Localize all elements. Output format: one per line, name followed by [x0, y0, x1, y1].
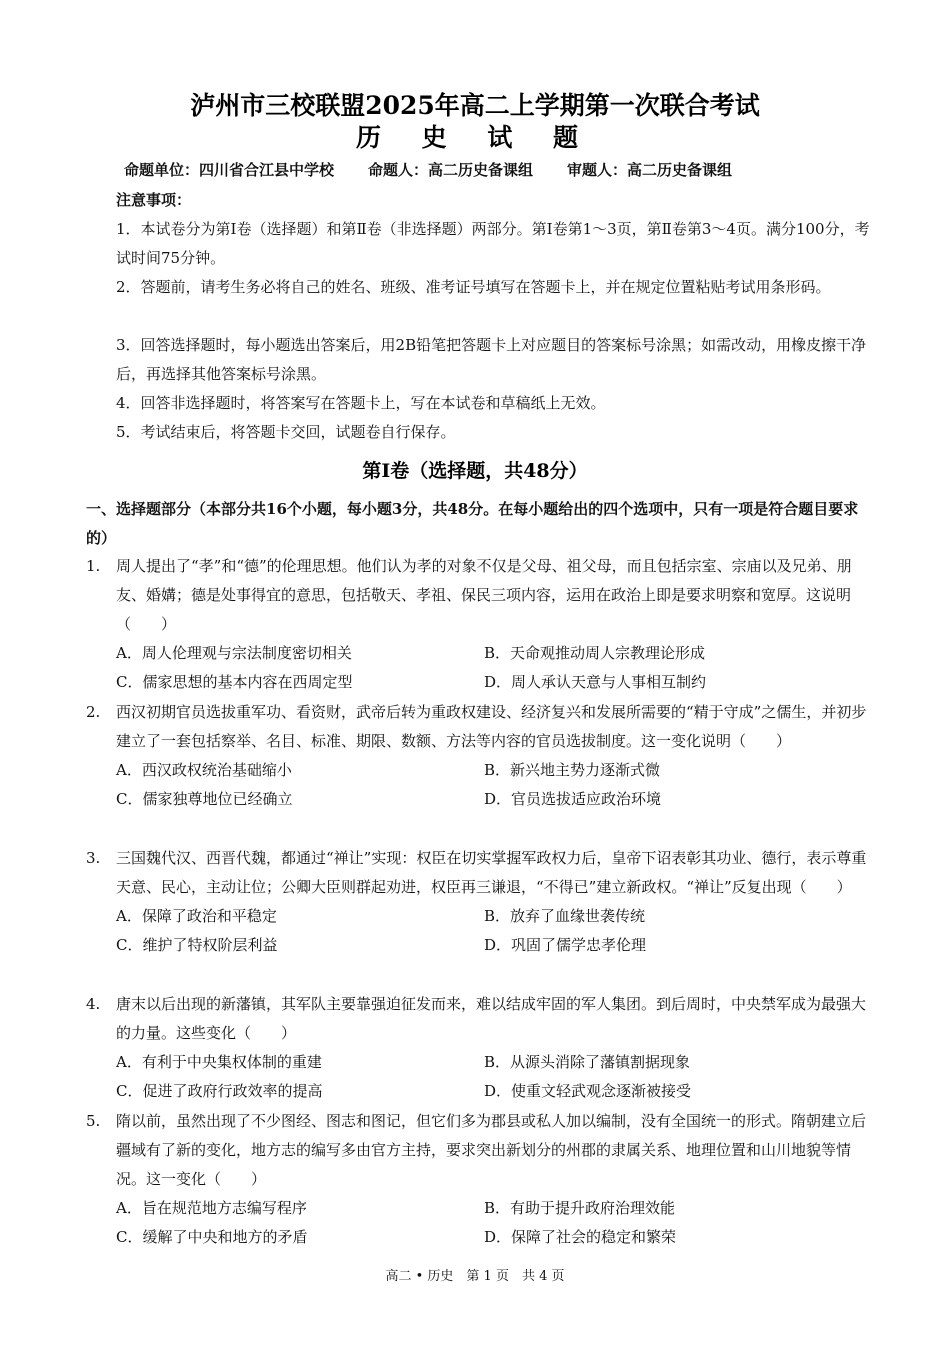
notice-item: 3．回答选择题时，每小题选出答案后，用2B铅笔把答题卡上对应题目的答案标号涂黑；如需改动，用橡皮擦干净后，再选择其他答案标号涂黑。: [116, 336, 867, 383]
question-number: 4.: [86, 995, 101, 1013]
meta-author: 命题人：高二历史备课组: [368, 161, 534, 179]
question-stem: 西汉初期官员选拔重军功、看资财，武帝后转为重政权建设、经济复兴和发展所需要的“精于守成”之儒生，并初步建立了一套包括察举、名目、标准、期限、数额、方法等内容的官员选拔制度。这一变化说明（ ）: [116, 703, 867, 750]
options: [116, 1194, 872, 1252]
notice-item: 1．本试卷分为第Ⅰ卷（选择题）和第Ⅱ卷（非选择题）两部分。第Ⅰ卷第1～3页，第Ⅱ卷第3～4页。满分100分，考试时间75分钟。: [116, 220, 870, 267]
option-c: C．缓解了中央和地方的矛盾: [116, 1228, 308, 1246]
meta-unit: 命题单位：四川省合江县中学校: [124, 161, 335, 179]
question-stem: 周人提出了“孝”和“德”的伦理思想。他们认为孝的对象不仅是父母、祖父母，而且包括宗室、宗庙以及兄弟、朋友、婚媾；德是处事得宜的意思，包括敬天、孝祖、保民三项内容，运用在政治上即是要求明察和宽厚。这说明（ ）: [116, 557, 852, 633]
options: [116, 902, 872, 960]
option-a: A．有利于中央集权体制的重建: [116, 1053, 322, 1071]
option-a: A．旨在规范地方志编写程序: [116, 1199, 307, 1217]
option-b: B．有助于提升政府治理效能: [484, 1199, 676, 1217]
meta-reviewer: 审题人：高二历史备课组: [567, 161, 733, 179]
question-number: 1.: [86, 557, 101, 575]
option-c: C．儒家独尊地位已经确立: [116, 790, 293, 808]
notice-item: 5．考试结束后，将答题卡交回，试题卷自行保存。: [116, 423, 456, 441]
option-b: B．放弃了血缘世袭传统: [484, 907, 646, 925]
question-5: [86, 1107, 872, 1252]
question-1: [86, 552, 872, 697]
options: [116, 639, 872, 697]
option-a: A．西汉政权统治基础缩小: [116, 761, 292, 779]
question-number: 3.: [86, 849, 101, 867]
exam-subject-title: 历 史 试 题: [355, 123, 595, 152]
option-b: B．天命观推动周人宗教理论形成: [484, 644, 706, 662]
question-number: 5.: [86, 1112, 101, 1130]
option-b: B．从源头消除了藩镇割据现象: [484, 1053, 691, 1071]
question-2: [86, 698, 872, 814]
option-a: A．保障了政治和平稳定: [116, 907, 277, 925]
option-c: C．维护了特权阶层利益: [116, 936, 278, 954]
option-a: A．周人伦理观与宗法制度密切相关: [116, 644, 352, 662]
option-c: C．儒家思想的基本内容在西周定型: [116, 673, 353, 691]
notice-heading: 注意事项：: [116, 191, 192, 209]
section-title: 第Ⅰ卷（选择题，共48分）: [362, 460, 588, 482]
question-number: 2.: [86, 703, 101, 721]
option-c: C．促进了政府行政效率的提高: [116, 1082, 323, 1100]
option-d: D．巩固了儒学忠孝伦理: [484, 936, 647, 954]
page-footer: 高二 • 历史 第 1 页 共 4 页: [385, 1269, 565, 1284]
options: [116, 1048, 872, 1106]
option-d: D．使重文轻武观念逐渐被接受: [484, 1082, 692, 1100]
question-4: [86, 990, 872, 1106]
option-d: D．官员选拔适应政治环境: [484, 790, 662, 808]
question-stem: 隋以前，虽然出现了不少图经、图志和图记，但它们多为郡县或私人加以编制，没有全国统一的形式。隋朝建立后疆域有了新的变化，地方志的编写多由官方主持，要求突出新划分的州郡的隶属关系、地理位置和山川地貌等情况。这一变化（ ）: [116, 1112, 867, 1188]
question-stem: 唐末以后出现的新藩镇，其军队主要靠强迫征发而来，难以结成牢固的军人集团。到后周时，中央禁军成为最强大的力量。这些变化（ ）: [116, 995, 867, 1042]
options: [116, 756, 872, 814]
question-3: [86, 844, 872, 960]
option-d: D．周人承认天意与人事相互制约: [484, 673, 707, 691]
notice-item: 2．答题前，请考生务必将自己的姓名、班级、准考证号填写在答题卡上，并在规定位置粘贴考试用条形码。: [116, 278, 831, 296]
option-b: B．新兴地主势力逐渐式微: [484, 761, 661, 779]
exam-meta: [124, 159, 732, 180]
notice-item: 4．回答非选择题时，将答案写在答题卡上，写在本试卷和草稿纸上无效。: [116, 394, 606, 412]
section-intro: 一、选择题部分（本部分共16个小题，每小题3分，共48分。在每小题给出的四个选项中，只有一项是符合题目要求的）: [86, 500, 859, 547]
option-d: D．保障了社会的稳定和繁荣: [484, 1228, 677, 1246]
exam-title: 泸州市三校联盟2025年高二上学期第一次联合考试: [190, 91, 760, 120]
question-stem: 三国魏代汉、西晋代魏，都通过“禅让”实现：权臣在切实掌握军政权力后，皇帝下诏表彰其功业、德行，表示尊重天意、民心，主动让位；公卿大臣则群起劝进，权臣再三谦退，“不得已”建立新政权。“禅让”反复出现（ ）: [116, 849, 867, 896]
